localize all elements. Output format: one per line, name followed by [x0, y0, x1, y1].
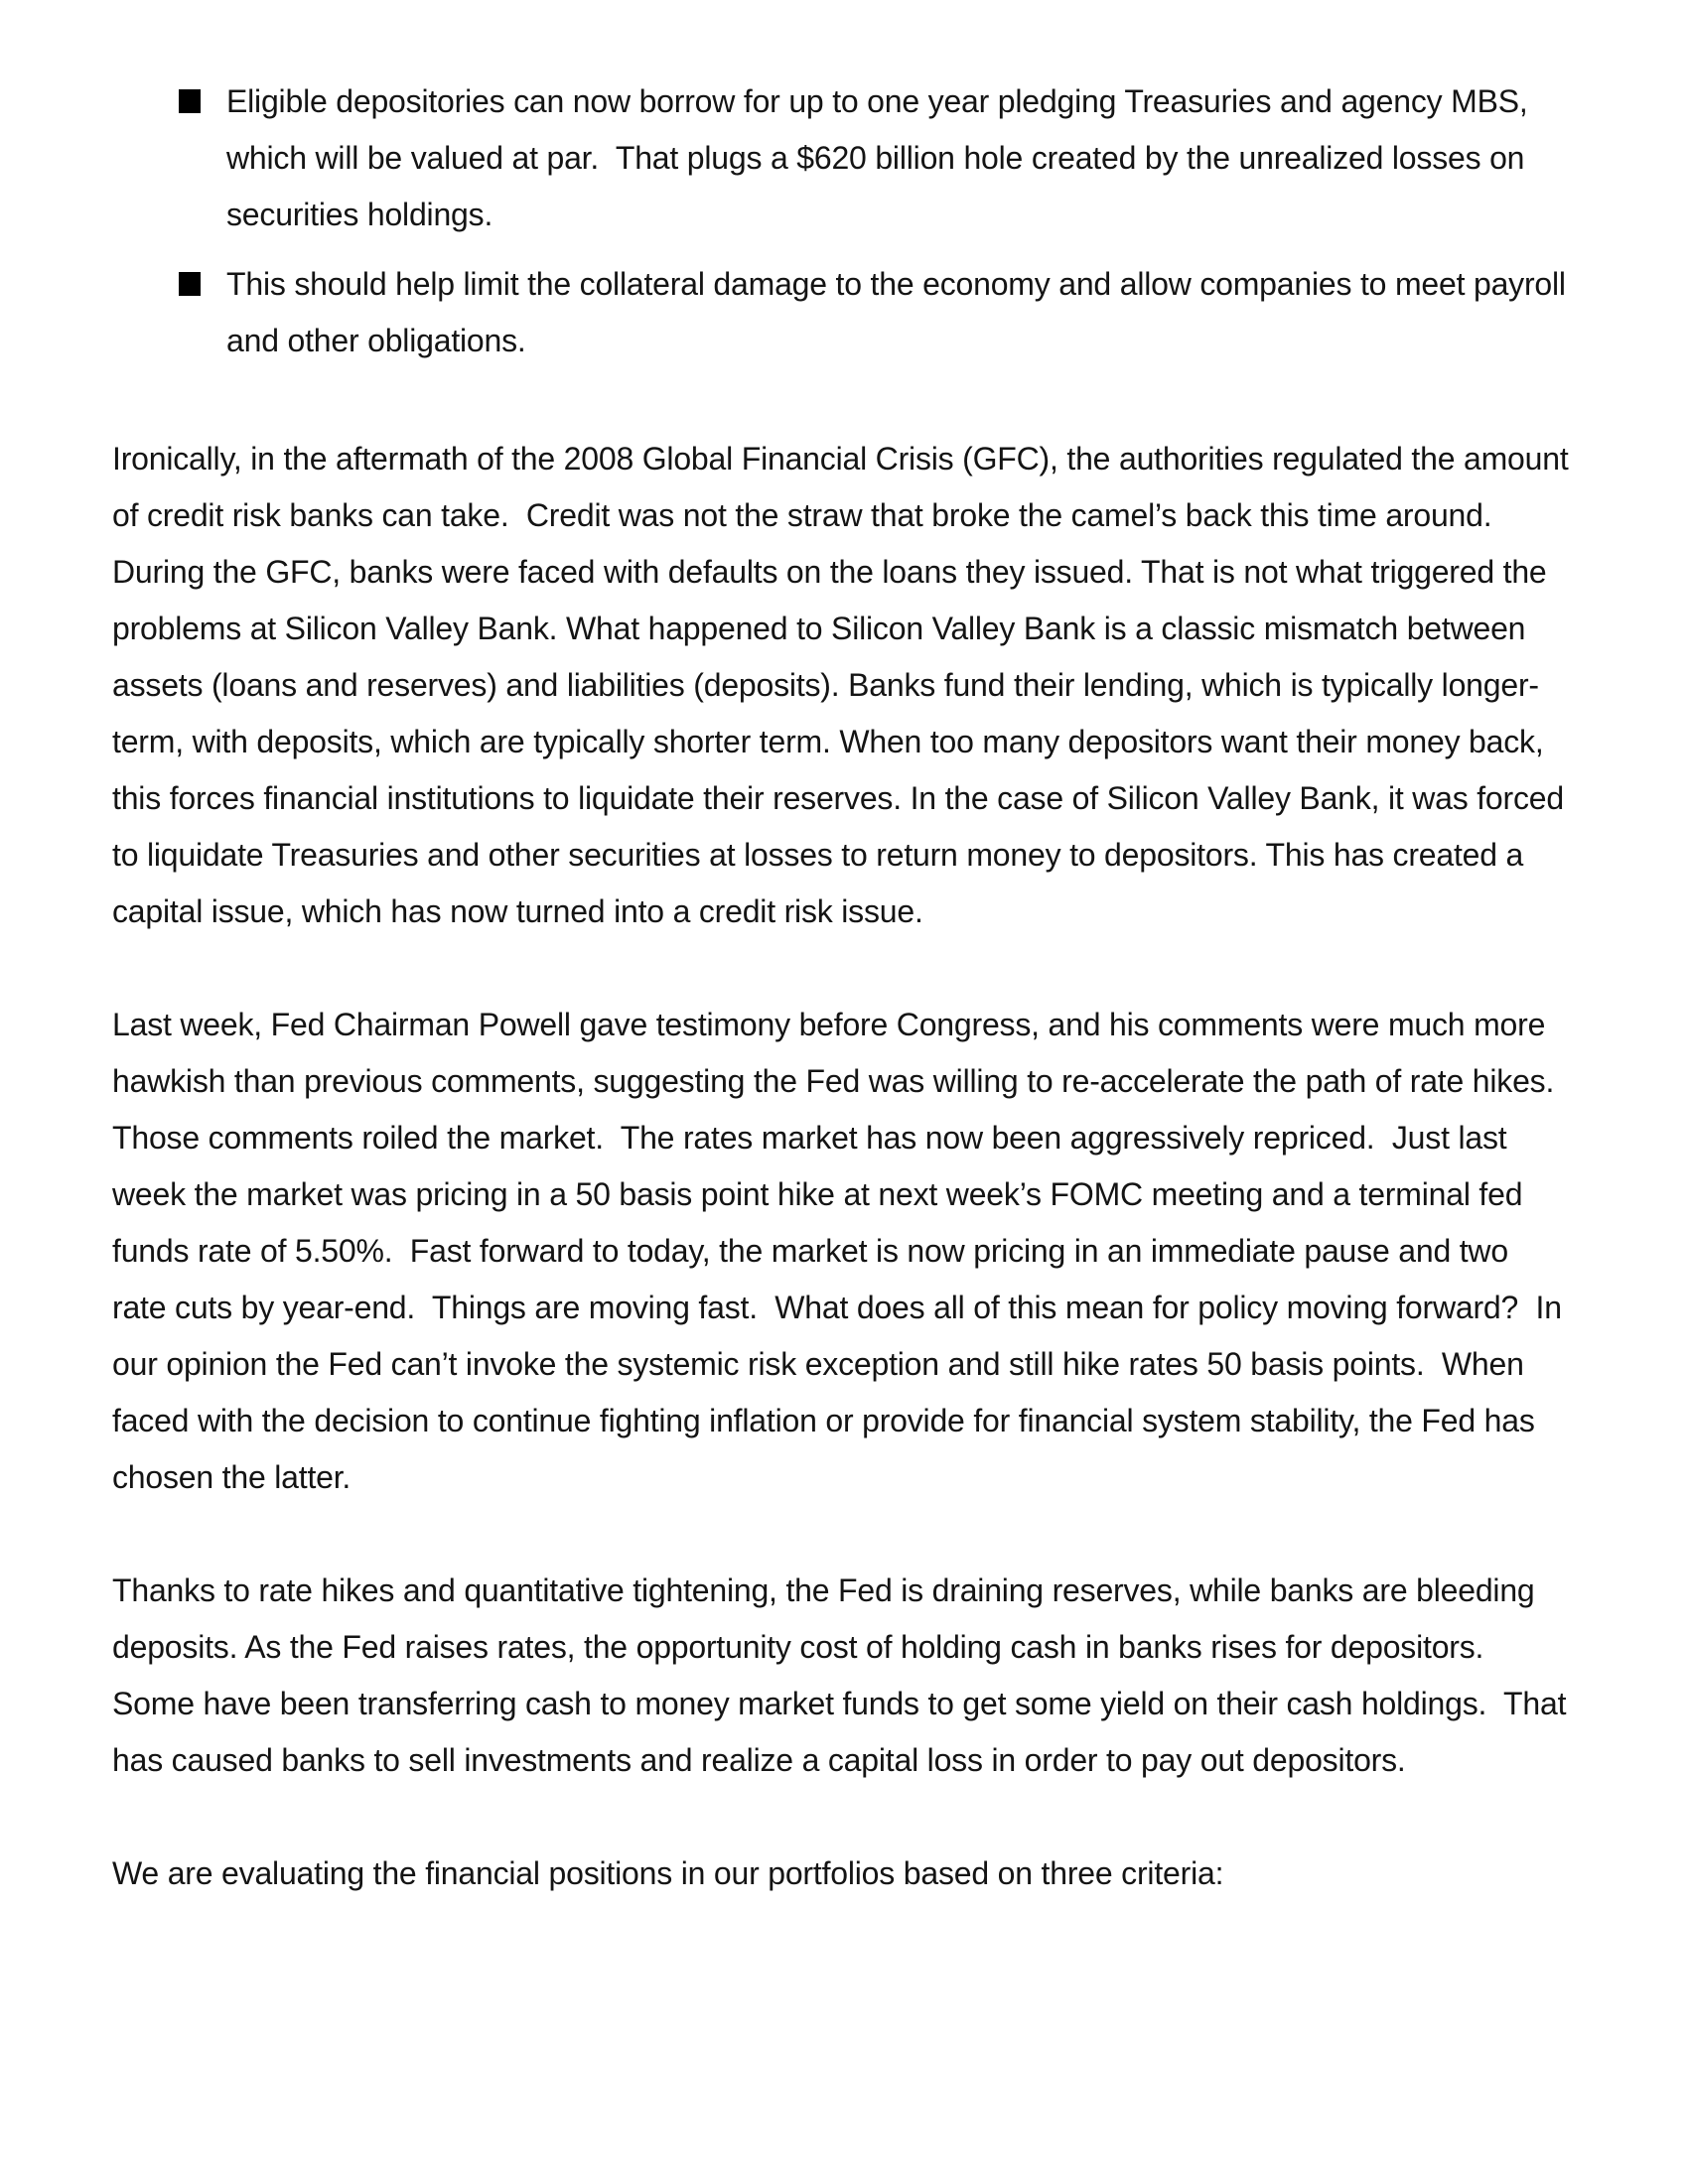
bullet-text: This should help limit the collateral damage to the economy and allow companies to meet payroll and other obligations. [226, 266, 1575, 358]
bullet-square-icon [179, 89, 201, 113]
paragraph-evaluation-criteria: We are evaluating the financial positions in our portfolios based on three criteria: [112, 1855, 1224, 1891]
bullet-item [179, 256, 1575, 369]
paragraph-gfc-regulation: Ironically, in the aftermath of the 2008 Global Financial Crisis (GFC), the authorities regulated the amount of credit risk banks can take. Credit was not the straw that broke the camel’s back this time around. During the GFC, banks were faced with defaults on the loans they issued. That is not what triggered the problems at Silicon Valley Bank. What happened to Silicon Valley Bank is a classic mismatch between assets (loans and reserves) and liabilities (deposits). Banks fund their lending, which is typically longer-term, with deposits, which are typically shorter term. When too many depositors want their money back, this forces financial institutions to liquidate their reserves. In the case of Silicon Valley Bank, it was forced to liquidate Treasuries and other securities at losses to return money to depositors. This has created a capital issue, which has now turned into a credit risk issue. [112, 441, 1578, 929]
paragraph-rate-hikes-deposits: Thanks to rate hikes and quantitative tightening, the Fed is draining reserves, while banks are bleeding deposits. As the Fed raises rates, the opportunity cost of holding cash in banks rises for depositors. Some have been transferring cash to money market funds to get some yield on their cash holdings. That has caused banks to sell investments and realize a capital loss in order to pay out depositors. [112, 1572, 1575, 1778]
bullet-list [112, 73, 1575, 369]
bullet-item [179, 73, 1569, 243]
paragraph-powell-testimony: Last week, Fed Chairman Powell gave testimony before Congress, and his comments were much more hawkish than previous comments, suggesting the Fed was willing to re-accelerate the path of rate hikes. Those comments roiled the market. The rates market has now been aggressively repriced. Just last week the market was pricing in a 50 basis point hike at next week’s FOMC meeting and a terminal fed funds rate of 5.50%. Fast forward to today, the market is now pricing in an immediate pause and two rate cuts by year-end. Things are moving fast. What does all of this mean for policy moving forward? In our opinion the Fed can’t invoke the systemic risk exception and still hike rates 50 basis points. When faced with the decision to continue fighting inflation or provide for financial system stability, the Fed has chosen the latter. [112, 1007, 1571, 1495]
bullet-text: Eligible depositories can now borrow for up to one year pledging Treasuries and agency MBS, which will be valued at par. That plugs a $620 billion hole created by the unrealized losses on securities holdings. [226, 83, 1537, 232]
bullet-square-icon [179, 272, 201, 296]
